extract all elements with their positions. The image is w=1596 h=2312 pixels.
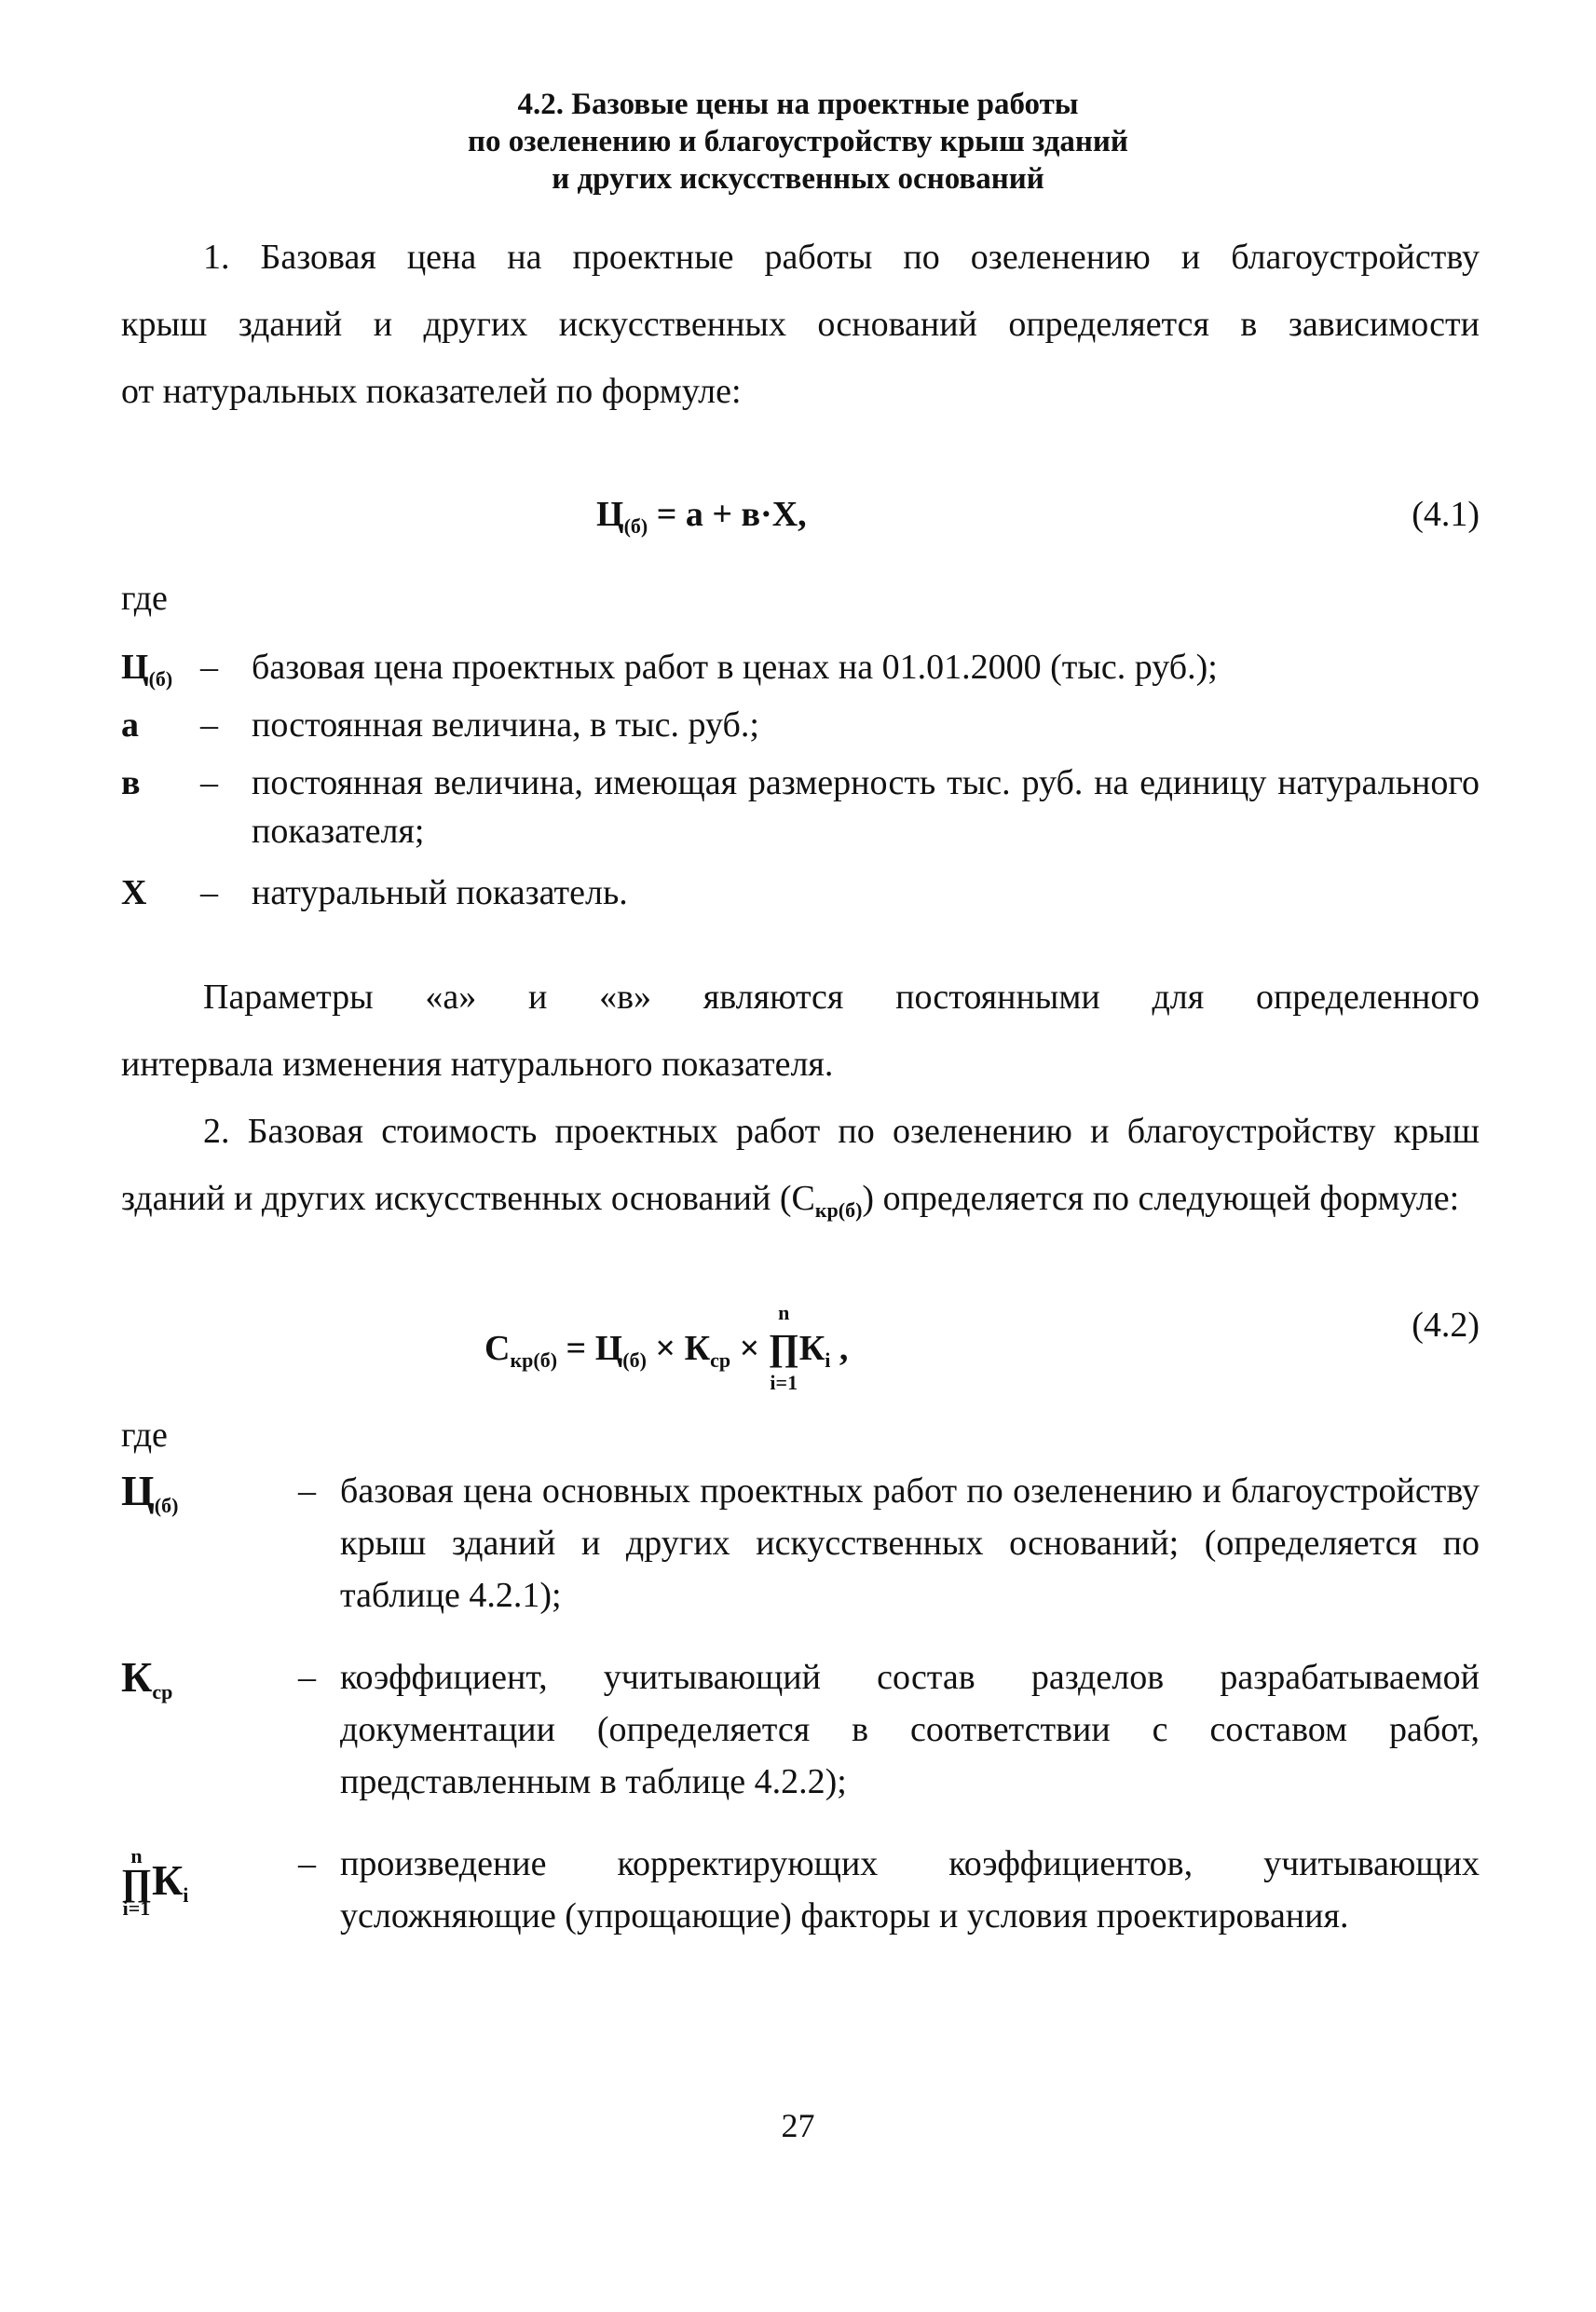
definition-text: коэффициент, учитывающий состав разделов разрабатываемой документации (определяется в соответствии с составом работ, представленным в таблице 4.2.2); [340,1658,1480,1801]
where-label-1: где [121,579,168,618]
definition-symbol: $Ц_{(б)}$ [121,648,173,691]
formula-4-1 [596,494,807,539]
definition-text: постоянная величина, в тыс. руб.; [252,705,759,745]
definition-dash: – [298,1844,316,1883]
where-label-2: где [121,1416,168,1455]
definition-row [121,869,1480,917]
definition-row [121,643,1480,691]
definition-text: произведение корректирующих коэффициентов, учитывающих усложняющие (упрощающие) факторы и условия проектирования. [340,1844,1480,1936]
definition-dash: – [200,648,218,687]
definition-symbol: а [121,705,139,745]
formula-4-1-lhs: Ц [596,495,624,534]
product-operator: n ∏ i=1 [768,1301,799,1394]
definition-dash: – [200,763,218,802]
definition-row [121,1838,1480,1949]
definition-symbol: в [121,763,141,802]
definition-symbol: n ∏ i=1 $К_i$ [121,1844,189,1920]
page-number: 27 [781,2107,815,2144]
paragraph-3: 2. Базовая стоимость проектных работ по озеленению и благоустройству крыш зданий и других искусственных оснований $(С_{кр(б)})$ определяется по следующей формуле: [121,1112,1480,1222]
definition-dash: – [298,1658,316,1697]
formula-4-2: $С_{кр(б)} = Ц_{(б)} \times К_{ср}$ × n ∏ i=1 $К_i$ , [484,1301,849,1394]
definition-row [121,759,1480,855]
definition-row [121,1651,1480,1819]
equation-number-4-1: (4.1) [1412,495,1480,534]
paragraph-2-line-2: интервала изменения натурального показателя. [121,1045,834,1084]
section-heading-line-3: и других искусственных оснований [552,162,1044,196]
definition-symbol: Х [121,873,147,912]
equation-number-4-2: (4.2) [1412,1306,1480,1345]
paragraph-2-line-1: Параметры «а» и «в» являются постоянными для определенного [203,978,1480,1017]
definition-text: постоянная величина, имеющая размерность тыс. руб. на единицу натурального показателя; [252,763,1480,851]
formula-4-1-lhs-subscript: (б) [623,514,648,538]
definition-row [121,1465,1480,1633]
paragraph-1-line-1: 1. Базовая цена на проектные работы по озеленению и благоустройству [203,238,1480,277]
definition-dash: – [200,705,218,745]
definition-text: базовая цена основных проектных работ по озеленению и благоустройству крыш зданий и других искусственных оснований; (определяется по таблице 4.2.1); [340,1471,1480,1615]
definition-text: натуральный показатель. [252,873,628,912]
paragraph-1-line-2: крыш зданий и других искусственных оснований определяется в зависимости [121,305,1480,344]
definition-dash: – [200,873,218,912]
paragraph-1-line-3: от натуральных показателей по формуле: [121,372,742,411]
formula-4-1-rhs: = а + в·Х, [648,495,807,534]
section-heading-line-1: 4.2. Базовые цены на проектные работы [517,88,1079,121]
definition-text: базовая цена проектных работ в ценах на 01.01.2000 (тыс. руб.); [252,648,1218,687]
section-heading-line-2: по озеленению и благоустройству крыш зданий [468,125,1128,158]
definition-symbol: $Ц_{(б)}$ [121,1467,179,1517]
definition-symbol: $К_{ср}$ [121,1653,173,1703]
definition-row [121,701,1480,749]
definition-dash: – [298,1471,316,1511]
